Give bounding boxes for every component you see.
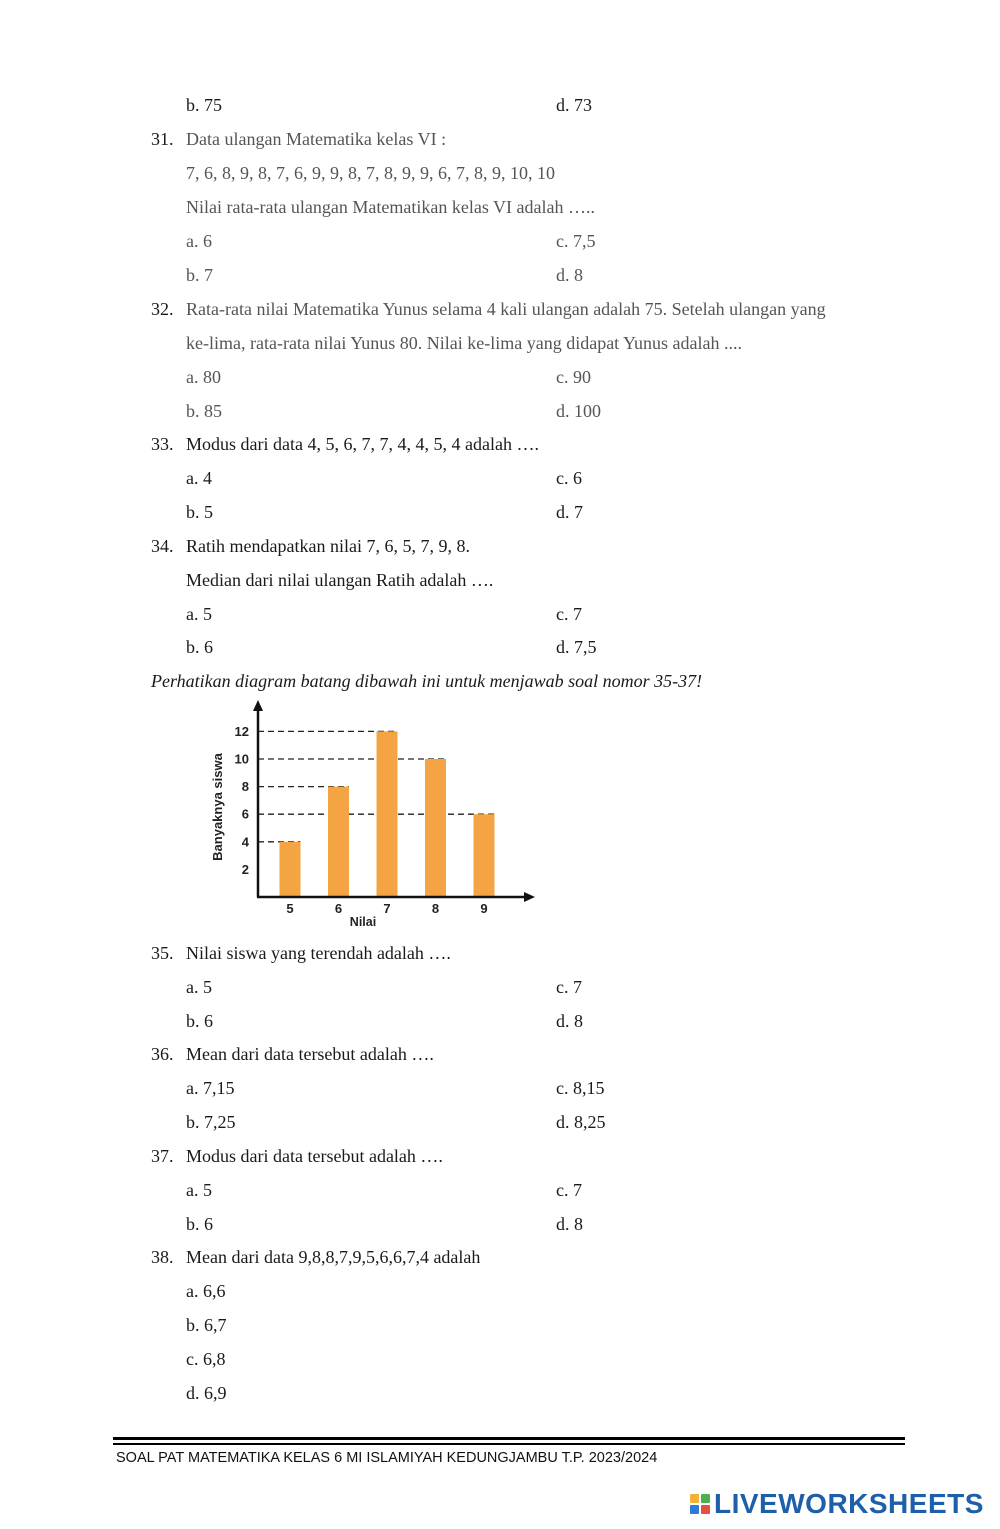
q34-option-c: c. 7 <box>556 604 582 624</box>
footer-rule-thick <box>113 1437 905 1440</box>
x-tick-label: 6 <box>334 901 343 916</box>
x-axis-label: Nilai <box>349 915 377 929</box>
q31-number: 31. <box>151 129 174 149</box>
q31-option-d: d. 8 <box>556 265 583 285</box>
logo-square <box>701 1494 710 1503</box>
q37-option-b: b. 6 <box>186 1214 213 1234</box>
liveworksheets-brand[interactable] <box>690 1488 984 1520</box>
q32-option-b: b. 85 <box>186 401 222 421</box>
footer-text: SOAL PAT MATEMATIKA KELAS 6 MI ISLAMIYAH KEDUNGJAMBU T.P. 2023/2024 <box>116 1450 658 1466</box>
q35-text: Nilai siswa yang terendah adalah …. <box>186 943 451 963</box>
footer-rule-thin <box>113 1443 905 1445</box>
y-tick-label: 2 <box>241 861 249 877</box>
q33-number: 33. <box>151 434 174 454</box>
q34-number: 34. <box>151 536 174 556</box>
q31-option-b: b. 7 <box>186 265 213 285</box>
q32-line2: ke-lima, rata-rata nilai Yunus 80. Nilai ke-lima yang didapat Yunus adalah .... <box>186 333 742 353</box>
q34-option-d: d. 7,5 <box>556 637 597 657</box>
x-tick-label: 5 <box>286 901 294 916</box>
y-tick-label: 12 <box>234 723 249 739</box>
q38-option-b: b. 6,7 <box>186 1315 227 1335</box>
q32-option-a: a. 80 <box>186 367 221 387</box>
q34-option-a: a. 5 <box>186 604 212 624</box>
q35-option-b: b. 6 <box>186 1011 213 1031</box>
q33-option-d: d. 7 <box>556 502 583 522</box>
q36-text: Mean dari data tersebut adalah …. <box>186 1044 434 1064</box>
q30-option-d: d. 73 <box>556 95 592 115</box>
y-tick-label: 10 <box>234 751 249 767</box>
logo-square <box>690 1505 699 1514</box>
chart-instruction: Perhatikan diagram batang dibawah ini untuk menjawab soal nomor 35-37! <box>151 671 703 691</box>
q38-option-d: d. 6,9 <box>186 1383 227 1403</box>
q37-option-d: d. 8 <box>556 1214 583 1234</box>
q37-option-c: c. 7 <box>556 1180 582 1200</box>
q37-option-a: a. 5 <box>186 1180 212 1200</box>
bar-6 <box>328 787 349 897</box>
q36-option-c: c. 8,15 <box>556 1078 605 1098</box>
y-axis-label: Banyaknya siswa <box>210 753 225 861</box>
q36-option-a: a. 7,15 <box>186 1078 235 1098</box>
q38-option-c: c. 6,8 <box>186 1349 226 1369</box>
bar-9 <box>474 814 495 897</box>
q31-option-a: a. 6 <box>186 231 212 251</box>
x-tick-label: 7 <box>383 901 391 916</box>
q32-option-c: c. 90 <box>556 367 591 387</box>
q31-prompt: Nilai rata-rata ulangan Matematikan kelas VI adalah ….. <box>186 197 595 217</box>
q36-option-b: b. 7,25 <box>186 1112 236 1132</box>
q34-line2: Median dari nilai ulangan Ratih adalah …. <box>186 570 494 590</box>
q35-number: 35. <box>151 943 174 963</box>
q35-option-a: a. 5 <box>186 977 212 997</box>
bar-8 <box>425 759 446 897</box>
bar-chart <box>205 697 545 937</box>
y-axis-arrow-icon <box>253 700 263 711</box>
brand-name: LIVEWORKSHEETS <box>714 1488 984 1519</box>
q36-number: 36. <box>151 1044 174 1064</box>
bar-7 <box>377 731 398 897</box>
q33-option-b: b. 5 <box>186 502 213 522</box>
q32-line1: Rata-rata nilai Matematika Yunus selama 4 kali ulangan adalah 75. Setelah ulangan yang <box>186 299 826 319</box>
y-tick-label: 8 <box>241 779 249 795</box>
q38-option-a: a. 6,6 <box>186 1281 226 1301</box>
x-axis-arrow-icon <box>524 892 535 902</box>
x-tick-label: 8 <box>431 901 440 916</box>
q36-option-d: d. 8,25 <box>556 1112 606 1132</box>
liveworksheets-logo-icon <box>690 1494 710 1514</box>
q31-text: Data ulangan Matematika kelas VI : <box>186 129 447 149</box>
logo-square <box>690 1494 699 1503</box>
x-tick-label: 9 <box>480 901 488 916</box>
q33-option-a: a. 4 <box>186 468 212 488</box>
q34-option-b: b. 6 <box>186 637 213 657</box>
q31-data: 7, 6, 8, 9, 8, 7, 6, 9, 9, 8, 7, 8, 9, 9, 6, 7, 8, 9, 10, 10 <box>186 163 555 183</box>
q30-option-b: b. 75 <box>186 95 222 115</box>
y-tick-label: 6 <box>241 806 249 822</box>
y-tick-label: 4 <box>241 834 249 850</box>
q33-text: Modus dari data 4, 5, 6, 7, 7, 4, 4, 5, 4 adalah …. <box>186 434 539 454</box>
logo-square <box>701 1505 710 1514</box>
q37-text: Modus dari data tersebut adalah …. <box>186 1146 443 1166</box>
q35-option-d: d. 8 <box>556 1011 583 1031</box>
q32-number: 32. <box>151 299 174 319</box>
q34-line1: Ratih mendapatkan nilai 7, 6, 5, 7, 9, 8. <box>186 536 470 556</box>
q35-option-c: c. 7 <box>556 977 582 997</box>
q37-number: 37. <box>151 1146 174 1166</box>
q31-option-c: c. 7,5 <box>556 231 596 251</box>
bar-5 <box>280 842 301 897</box>
q32-option-d: d. 100 <box>556 401 601 421</box>
q33-option-c: c. 6 <box>556 468 582 488</box>
q38-number: 38. <box>151 1247 174 1267</box>
q38-text: Mean dari data 9,8,8,7,9,5,6,6,7,4 adalah <box>186 1247 481 1267</box>
